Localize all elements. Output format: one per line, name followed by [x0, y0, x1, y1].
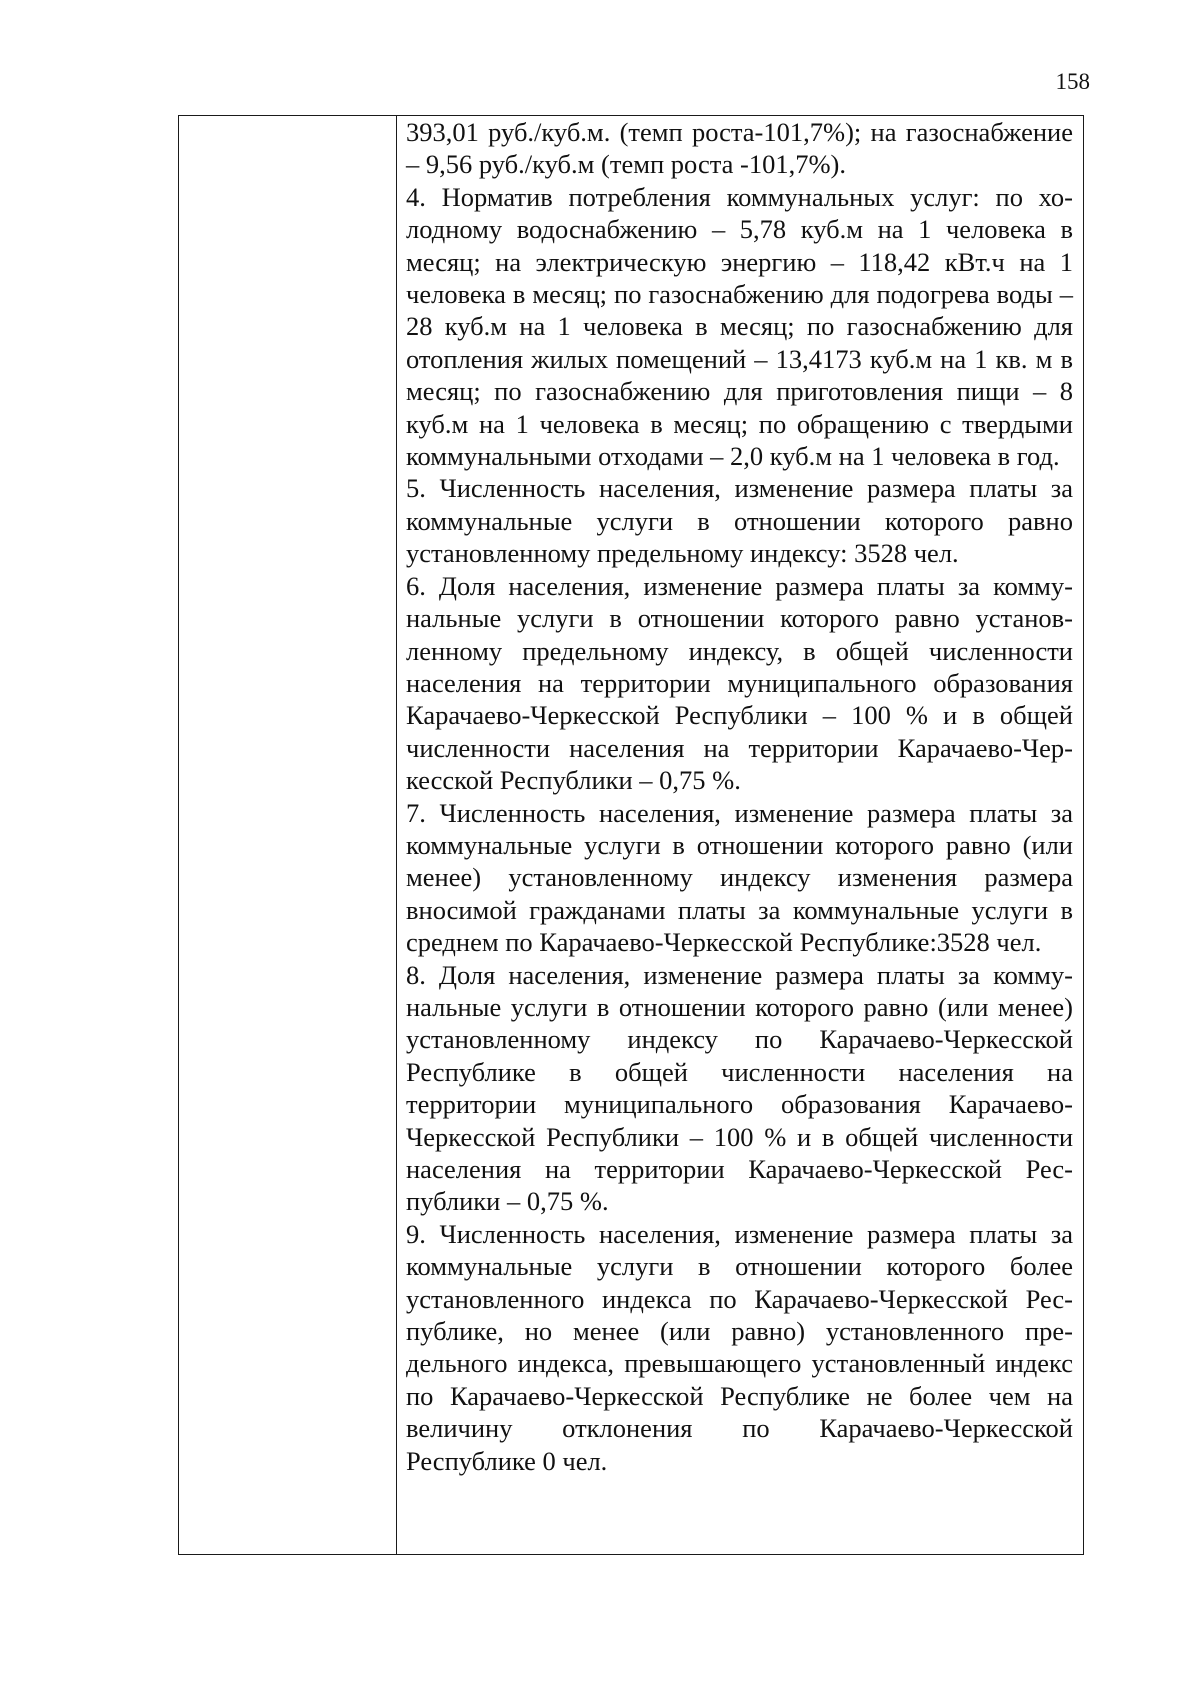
table-right-cell: [397, 116, 1083, 1554]
paragraph-continuation: 393,01 руб./куб.м. (темп роста-101,7%); на газоснабжение – 9,56 руб./куб.м (темп роста -101,7%).: [406, 117, 1073, 180]
document-table: [178, 115, 1084, 1555]
paragraph-item-5: 5. Численность населения, изменение размера платы за коммунальные услуги в отношении которого равно установленному предельному индексу: 3528 чел.: [406, 473, 1073, 569]
paragraph-item-6: 6. Доля населения, изменение размера платы за коммунальные услуги в отношении которого равно установленному предельному индексу, в общей численности населения на территории муниципального образования Карачаево-Черкесской Республики – 100 % и в общей численности населения на территории Карачаево-Черкесской Республики – 0,75 %.: [406, 570, 1073, 796]
paragraph-item-7: 7. Численность населения, изменение размера платы за коммунальные услуги в отношении которого равно (или менее) установленному индексу изменения размера вносимой гражданами платы за коммунальные услуги в среднем по Карачаево-Черкесской Республике:3528 чел.: [406, 797, 1073, 958]
table-left-cell: [179, 116, 397, 1554]
page-number: 158: [1055, 69, 1090, 94]
paragraph-item-8: 8. Доля населения, изменение размера платы за коммунальные услуги в отношении которого равно (или менее) установленному индексу по Карачаево-Черкесской Республике в общей численности населения на территории муниципального образования Карачаево-Черкесской Республики – 100 % и в общей численности населения на территории Карачаево-Черкесской Республики – 0,75 %.: [406, 959, 1073, 1217]
paragraph-item-9: 9. Численность населения, изменение размера платы за коммунальные услуги в отношении которого более установленного индекса по Карачаево-Черкесской Республике, но менее (или равно) установленного предельного индекса, превышающего установленный индекс по Карачаево-Черкесской Республике не более чем на величину отклонения по Карачаево-Черкесской Республике 0 чел.: [406, 1218, 1073, 1476]
paragraph-item-4: 4. Норматив потребления коммунальных услуг: по холодному водоснабжению – 5,78 куб.м на 1 человека в месяц; на электрическую энергию – 118,42 кВт.ч на 1 человека в месяц; по газоснабжению для подогрева воды – 28 куб.м на 1 человека в месяц; по газоснабжению для отопления жилых помещений – 13,4173 куб.м на 1 кв. м в месяц; по газоснабжению для приготовления пищи – 8 куб.м на 1 человека в месяц; по обращению с твердыми коммунальными отходами – 2,0 куб.м на 1 человека в год.: [406, 181, 1073, 472]
